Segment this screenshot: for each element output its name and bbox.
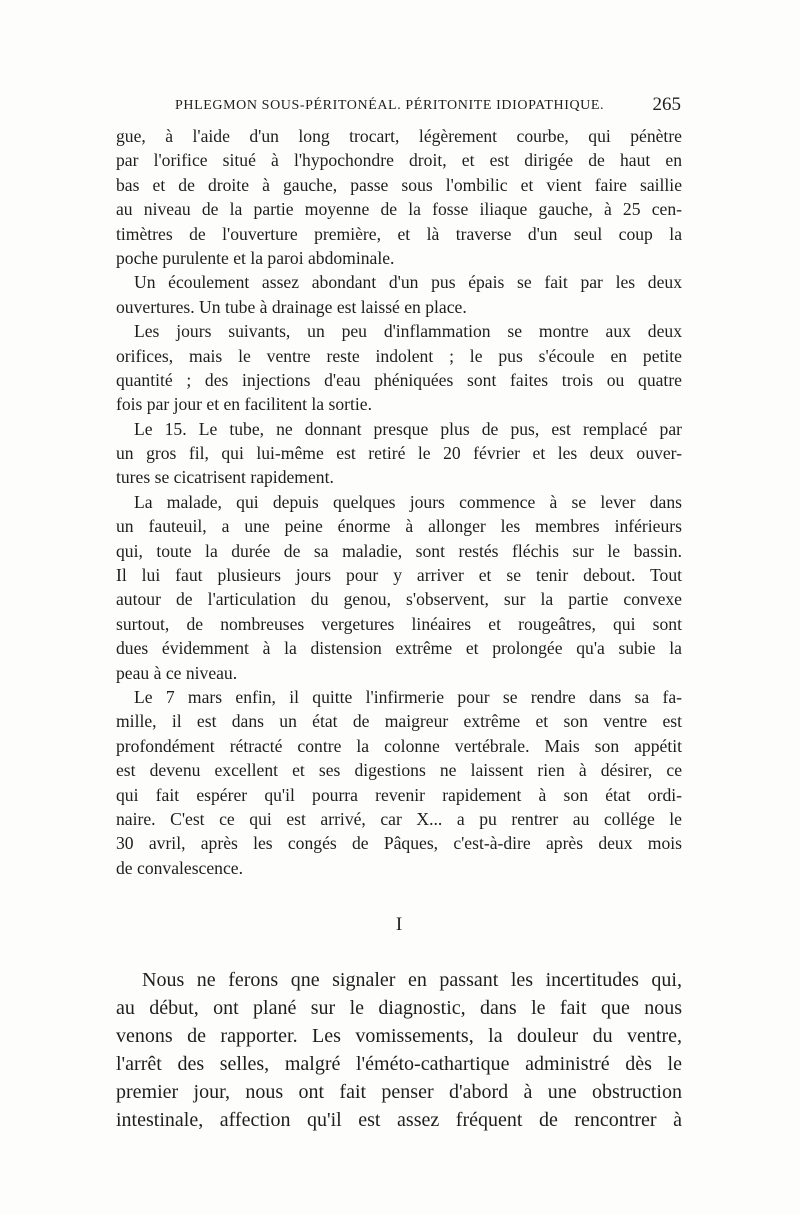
text-line: un fauteuil, a une peine énorme à allonger les membres inférieurs bbox=[116, 516, 682, 537]
paragraph-start: La malade, qui depuis quelques jours commence à se lever dans bbox=[134, 491, 682, 512]
paragraph-start: Le 15. Le tube, ne donnant presque plus de pus, est remplacé par bbox=[134, 418, 682, 439]
section-heading bbox=[0, 914, 800, 936]
text-line: peau à ce niveau. bbox=[116, 662, 238, 683]
text-line: 30 avril, après les congés de Pâques, c'est-à-dire après deux mois bbox=[116, 833, 682, 854]
text-line: est devenu excellent et ses digestions ne laissent rien à désirer, ce bbox=[116, 760, 682, 781]
running-head bbox=[175, 94, 681, 118]
text-line: dues évidemment à la distension extrême et prolongée qu'a subie la bbox=[116, 638, 682, 659]
text-line: Il lui faut plusieurs jours pour y arriver et se tenir debout. Tout bbox=[116, 565, 682, 586]
text-line: fois par jour et en facilitent la sortie. bbox=[116, 394, 372, 415]
text-line: profondément rétracté contre la colonne vertébrale. Mais son appétit bbox=[116, 735, 682, 756]
text-line: mille, il est dans un état de maigreur extrême et son ventre est bbox=[116, 711, 682, 732]
text-line: un gros fil, qui lui-même est retiré le 20 février et les deux ouver- bbox=[116, 443, 682, 464]
page-number: 265 bbox=[652, 94, 681, 115]
text-line: l'arrêt des selles, malgré l'éméto-cathartique administré dès le bbox=[116, 1053, 682, 1075]
text-line: naire. C'est ce qui est arrivé, car X... a pu rentrer au collége le bbox=[116, 808, 682, 829]
text-line: qui fait espérer qu'il pourra revenir rapidement à son état ordi- bbox=[116, 784, 682, 805]
section-numeral: I bbox=[395, 914, 403, 935]
text-line: autour de l'articulation du genou, s'observent, sur la partie convexe bbox=[116, 589, 682, 610]
text-line: qui, toute la durée de sa maladie, sont restés fléchis sur le bassin. bbox=[116, 540, 682, 561]
text-line: intestinale, affection qu'il est assez fréquent de rencontrer à bbox=[116, 1109, 682, 1131]
paragraph-start: Les jours suivants, un peu d'inflammation se montre aux deux bbox=[134, 321, 682, 342]
paragraph-start: Le 7 mars enfin, il quitte l'infirmerie pour se rendre dans sa fa- bbox=[134, 686, 682, 707]
text-line: orifices, mais le ventre reste indolent ; le pus s'écoule en petite bbox=[116, 345, 682, 366]
paragraph-start: Un écoulement assez abondant d'un pus épais se fait par les deux bbox=[134, 272, 682, 293]
text-line: bas et de droite à gauche, passe sous l'ombilic et vient faire saillie bbox=[116, 174, 682, 195]
text-line: venons de rapporter. Les vomissements, la douleur du ventre, bbox=[116, 1025, 682, 1047]
section-text bbox=[116, 966, 682, 1134]
text-line: tures se cicatrisent rapidement. bbox=[116, 467, 334, 488]
text-line: par l'orifice situé à l'hypochondre droit, et est dirigée de haut en bbox=[116, 150, 682, 171]
text-line: surtout, de nombreuses vergetures linéaires et rougeâtres, qui sont bbox=[116, 613, 682, 634]
text-line: quantité ; des injections d'eau phéniquées sont faites trois ou quatre bbox=[116, 369, 682, 390]
case-report-text bbox=[116, 124, 682, 880]
text-line: de convalescence. bbox=[116, 857, 243, 878]
text-line: timètres de l'ouverture première, et là traverse d'un seul coup la bbox=[116, 223, 682, 244]
text-line: premier jour, nous ont fait penser d'abord à une obstruction bbox=[116, 1081, 682, 1103]
running-title: PHLEGMON SOUS-PÉRITONÉAL. PÉRITONITE IDIOPATHIQUE. bbox=[175, 98, 605, 113]
text-line: gue, à l'aide d'un long trocart, légèrement courbe, qui pénètre bbox=[116, 126, 682, 146]
text-line: au niveau de la partie moyenne de la fosse iliaque gauche, à 25 cen- bbox=[116, 199, 682, 220]
text-line: poche purulente et la paroi abdominale. bbox=[116, 247, 395, 268]
paragraph-start: Nous ne ferons qne signaler en passant les incertitudes qui, bbox=[142, 969, 682, 991]
text-line: au début, ont plané sur le diagnostic, dans le fait que nous bbox=[116, 997, 682, 1019]
text-line: ouvertures. Un tube à drainage est laissé en place. bbox=[116, 296, 467, 317]
